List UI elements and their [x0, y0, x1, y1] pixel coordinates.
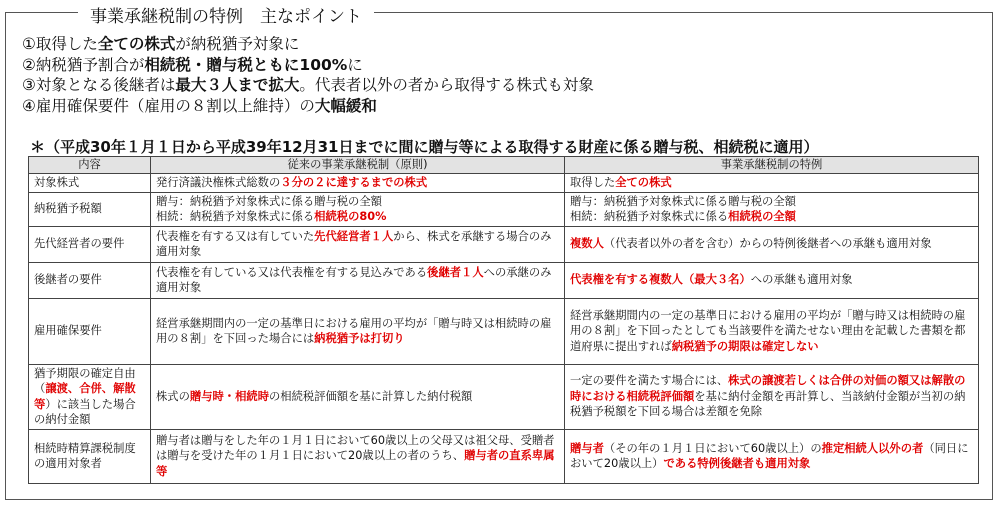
cell-highlight: 株式の譲渡若しくは合併の対価の額又は解散の時における相続税評価額 [570, 374, 966, 403]
header-content: 内容 [29, 157, 151, 174]
cell-text: （代表者以外の者を含む）からの特例後継者への承継も適用対象 [603, 237, 932, 251]
row-label: 雇用確保要件 [29, 298, 151, 364]
cell-highlight: 推定相続人以外の者 [821, 441, 924, 455]
table-header-row [29, 157, 979, 174]
cell-text: 株式の [156, 389, 190, 403]
original-cell [151, 364, 565, 429]
cell-highlight: 贈与者 [570, 441, 604, 455]
cell-text: 贈与：納税猶予対象株式に係る贈与税の全額 [156, 194, 382, 208]
point-2 [22, 55, 594, 76]
special-cell [565, 174, 979, 193]
cell-highlight: 先代経営者１人 [314, 229, 394, 243]
table-row [29, 192, 979, 226]
cell-highlight: ３分の２に達するまでの株式 [280, 176, 428, 189]
special-cell [565, 192, 979, 226]
original-cell [151, 262, 565, 298]
special-cell [565, 262, 979, 298]
cell-text: への承継のみ適用対象 [156, 265, 552, 294]
cell-highlight: 贈与者の直系卑属等 [156, 449, 555, 478]
cell-text: 代表権を有する又は有していた [156, 229, 315, 243]
special-cell [565, 298, 979, 364]
point-4 [22, 96, 594, 117]
key-points-list [22, 34, 594, 116]
point-text: が納税猶予対象に [175, 35, 300, 53]
point-text: ④雇用確保要件（雇用の８割以上維持）の [22, 96, 315, 115]
point-text: ③対象となる後継者は [22, 76, 176, 95]
cell-text: 発行済議決権株式総数の [156, 176, 281, 189]
cell-text: 一定の要件を満たす場合には、 [570, 374, 729, 388]
original-cell [151, 174, 565, 193]
table-row [29, 298, 979, 364]
cell-highlight: 納税猶予は打切り [314, 332, 405, 345]
row-label: 相続時精算課税制度の適用対象者 [29, 429, 151, 483]
point-text: に [347, 55, 363, 74]
point-text: ①取得した [22, 35, 98, 53]
table-row [29, 174, 979, 193]
original-cell [151, 226, 565, 262]
cell-text: から、株式を承継する場合のみ適用対象 [156, 229, 552, 258]
cell-text: の相続税評価額を基に計算した納付税額 [269, 389, 473, 403]
row-label: 後継者の要件 [29, 262, 151, 298]
point-emphasis: 最大３人まで拡大 [175, 76, 300, 95]
table-row [29, 364, 979, 429]
cell-highlight: 相続税の80% [314, 210, 387, 223]
cell-highlight: である特例後継者も適用対象 [663, 457, 811, 470]
original-cell [151, 298, 565, 364]
table-row [29, 226, 979, 262]
header-original: 従来の事業承継税制（原則) [151, 157, 565, 174]
original-cell [151, 192, 565, 226]
cell-highlight: 複数人 [570, 237, 604, 251]
special-cell [565, 226, 979, 262]
cell-text: 取得した [570, 176, 616, 189]
special-cell [565, 429, 979, 483]
original-cell [151, 429, 565, 483]
cell-highlight: 相続税の全額 [728, 210, 796, 223]
cell-text: 贈与者は贈与をした年の１月１日において60歳以上の父母又は祖父母、受贈者は贈与を受けた年の１月１日において20歳以上の者のうち、 [156, 433, 555, 463]
cell-text: ）に該当した場合の納付金額 [34, 397, 136, 426]
point-emphasis: 大幅緩和 [314, 96, 377, 115]
cell-text: 経営承継期間内の一定の基準日における雇用の平均が「贈与時又は相続時の雇用の８割」を下回ったとしても当該要件を満たせない理由を記載した書類を都道府県に提出すれば [570, 308, 966, 353]
table-row [29, 262, 979, 298]
point-emphasis: 相続税・贈与税ともに100% [144, 55, 348, 74]
cell-highlight: 納税猶予の期限は確定しない [671, 339, 819, 353]
cell-highlight: 全ての株式 [615, 176, 672, 189]
cell-text: 代表権を有している又は代表権を有する見込みである [156, 265, 428, 279]
application-period-note: ＊（平成30年１月１日から平成39年12月31日までに間に贈与等による取得する財産に係る贈与税、相続税に適用） [30, 138, 819, 156]
point-text: 。代表者以外の者から取得する株式も対象 [299, 76, 594, 95]
cell-highlight: 贈与時・相続時 [189, 389, 269, 403]
row-label: 対象株式 [29, 174, 151, 193]
page-title: 事業承継税制の特例 主なポイント [78, 2, 374, 27]
cell-highlight: 譲渡、合併、解散等 [34, 382, 136, 411]
cell-text: 経営承継期間内の一定の基準日における雇用の平均が「贈与時又は相続時の雇用の８割」を下回った場合には [156, 316, 552, 345]
cell-text: （同日において20歳以上） [570, 441, 969, 470]
row-label: 納税猶予税額 [29, 192, 151, 226]
cell-text: への承継も適用対象 [750, 273, 853, 287]
table-row [29, 429, 979, 483]
header-special: 事業承継税制の特例 [565, 157, 979, 174]
cell-highlight: 後継者１人 [427, 265, 484, 279]
point-1 [22, 34, 594, 55]
cell-text: 相続：納税猶予対象株式に係る [570, 210, 729, 223]
cell-text: 相続：納税猶予対象株式に係る [156, 210, 315, 223]
point-emphasis: 全ての株式 [97, 35, 176, 53]
row-label: 先代経営者の要件 [29, 226, 151, 262]
cell-text: （その年の１月１日において60歳以上）の [603, 441, 822, 455]
point-text: ②納税猶予割合が [22, 55, 145, 74]
point-3 [22, 75, 594, 96]
row-label [29, 364, 151, 429]
cell-highlight: 代表権を有する複数人（最大３名） [570, 273, 751, 287]
special-cell [565, 364, 979, 429]
cell-text: 猶予期限の確定自由（ [34, 366, 136, 395]
comparison-table [28, 156, 979, 484]
cell-text: 贈与：納税猶予対象株式に係る贈与税の全額 [570, 194, 796, 208]
cell-text: を基に納付金額を再計算し、当該納付金額が当初の納税猶予税額を下回る場合は差額を免除 [570, 389, 966, 419]
